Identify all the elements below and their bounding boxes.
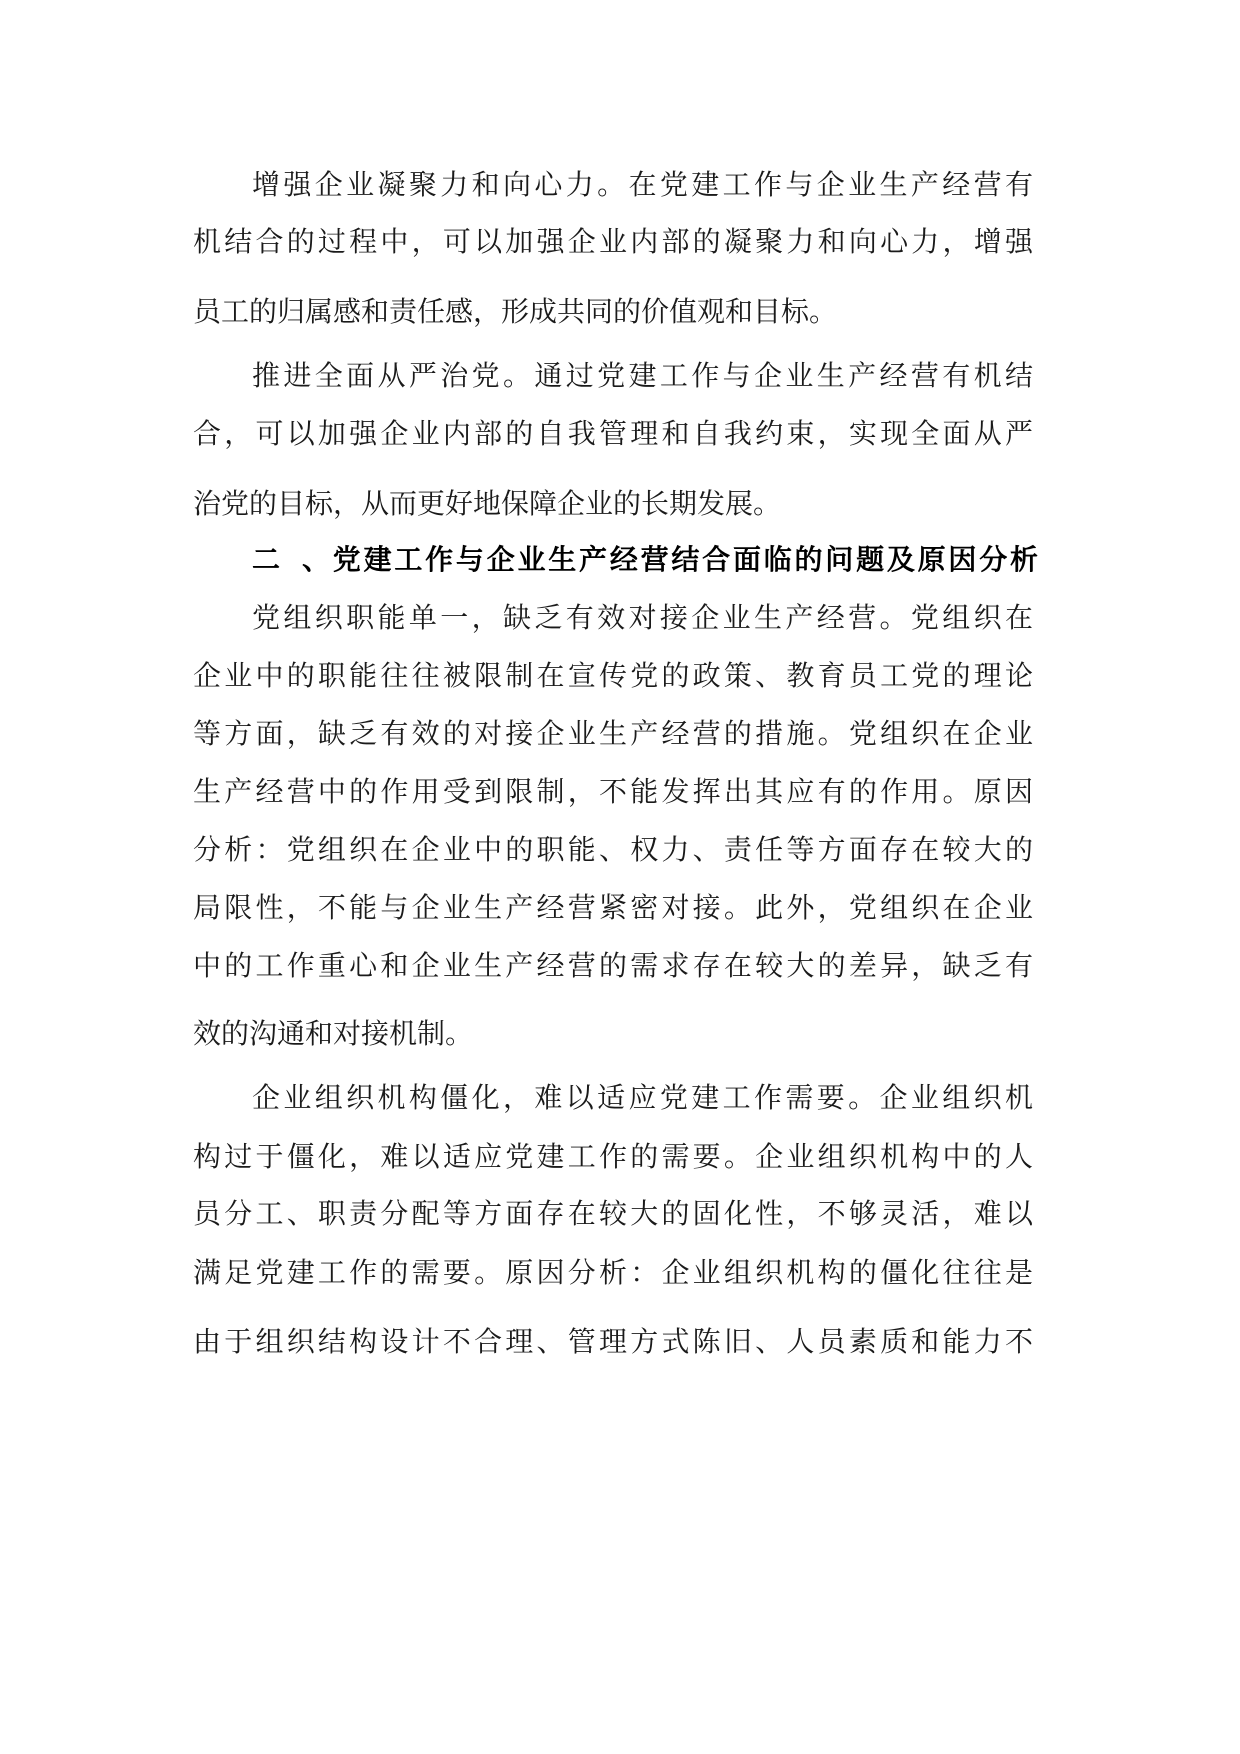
- paragraph-line: 员工的归属感和责任感，形成共同的价值观和目标。: [193, 295, 838, 328]
- paragraph-line: 构过于僵化，难以适应党建工作的需要。企业组织机构中的人: [193, 1140, 1033, 1173]
- section-heading-number: 二、: [252, 543, 330, 576]
- paragraph-line: 满足党建工作的需要。原因分析：企业组织机构的僵化往往是: [193, 1256, 1033, 1289]
- paragraph-line: 合，可以加强企业内部的自我管理和自我约束，实现全面从严: [193, 417, 1033, 450]
- paragraph-line: 由于组织结构设计不合理、管理方式陈旧、人员素质和能力不: [193, 1325, 1033, 1358]
- paragraph-line: 机结合的过程中，可以加强企业内部的凝聚力和向心力，增强: [193, 225, 1033, 258]
- paragraph-line: 推进全面从严治党。通过党建工作与企业生产经营有机结: [252, 359, 1033, 392]
- paragraph-line: 分析：党组织在企业中的职能、权力、责任等方面存在较大的: [193, 833, 1033, 866]
- paragraph-line: 企业组织机构僵化，难以适应党建工作需要。企业组织机: [252, 1081, 1033, 1114]
- paragraph-line: 等方面，缺乏有效的对接企业生产经营的措施。党组织在企业: [193, 717, 1033, 750]
- section-heading-title: 党建工作与企业生产经营结合面临的问题及原因分析: [330, 543, 1038, 576]
- paragraph-line: 增强企业凝聚力和向心力。在党建工作与企业生产经营有: [252, 168, 1033, 201]
- section-heading: [252, 538, 1038, 582]
- paragraph-line: 生产经营中的作用受到限制，不能发挥出其应有的作用。原因: [193, 775, 1033, 808]
- paragraph-line: 企业中的职能往往被限制在宣传党的政策、教育员工党的理论: [193, 659, 1033, 692]
- paragraph-line: 员分工、职责分配等方面存在较大的固化性，不够灵活，难以: [193, 1197, 1033, 1230]
- paragraph-line: 局限性，不能与企业生产经营紧密对接。此外，党组织在企业: [193, 891, 1033, 924]
- paragraph-line: 党组织职能单一，缺乏有效对接企业生产经营。党组织在: [252, 601, 1033, 634]
- paragraph-line: 效的沟通和对接机制。: [193, 1017, 474, 1050]
- paragraph-line: 中的工作重心和企业生产经营的需求存在较大的差异，缺乏有: [193, 949, 1033, 982]
- paragraph-line: 治党的目标，从而更好地保障企业的长期发展。: [193, 487, 782, 520]
